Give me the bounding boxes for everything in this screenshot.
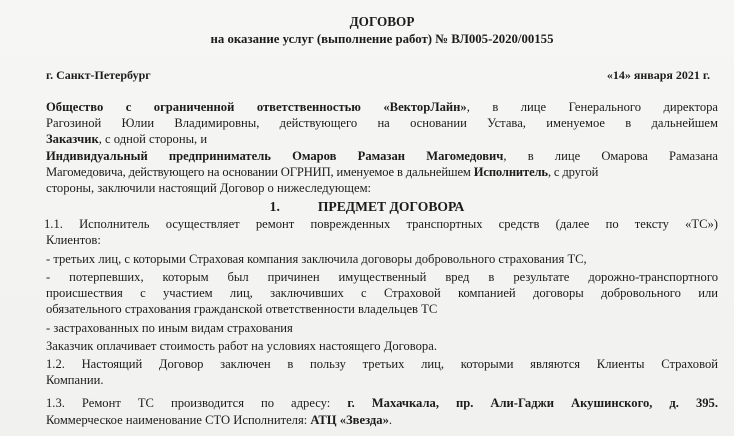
section-number: 1.	[269, 199, 280, 214]
document-subtitle: на оказание услуг (выполнение работ) № ВЛ005-2020/00155	[210, 32, 554, 46]
clause-1-3-line-1	[46, 396, 718, 412]
payment-line: Заказчик оплачивает стоимость работ на условиях настоящего Договора.	[46, 339, 437, 353]
section-heading	[0, 199, 734, 215]
preamble-line-4	[46, 149, 718, 165]
preamble-text: , с одной стороны, и	[98, 132, 208, 146]
list-item-2-line-2: происшествия с участием лиц, заключивших с Страховой компанией договоры добровольного или	[46, 286, 718, 300]
list-item-3: - застрахованных по иным видам страхования	[46, 321, 293, 335]
preamble-line-3	[46, 132, 718, 148]
preamble-line-2: Рагозиной Юлии Владимировны, действующего на основании Устава, именуемое в дальнейшем	[46, 116, 718, 130]
preamble-text: , в лице Генерального директора	[466, 100, 718, 114]
preamble-text: , с другой	[547, 165, 599, 179]
clause-1-2-line-1: 1.2. Настоящий Договор заключен в пользу третьих лиц, которыми являются Клиенты Страховой	[46, 357, 718, 371]
contract-city: г. Санкт-Петербург	[46, 68, 151, 82]
section-title: ПРЕДМЕТ ДОГОВОРА	[317, 199, 465, 214]
contractor-label: Исполнитель	[473, 165, 548, 179]
list-item-2-line-1: - потерпевших, которым был причинен имущественный вред в результате дорожно-транспортного	[46, 270, 718, 284]
service-station-name: АТЦ «Звезда»	[310, 413, 389, 427]
preamble-text: , в лице Омарова Рамазана	[503, 149, 718, 163]
customer-label: Заказчик	[46, 132, 99, 146]
clause-1-3-line-2	[46, 413, 718, 429]
clause-1-1-line-2: Клиентов:	[46, 233, 101, 247]
clause-text: 1.3. Ремонт ТС производится по адресу:	[46, 396, 348, 410]
clause-1-2-line-2: Компании.	[46, 373, 104, 387]
service-address: г. Махачкала, пр. Али-Гаджи Акушинского, д. 395.	[347, 396, 718, 410]
clause-text: .	[388, 413, 393, 427]
clause-text: Коммерческое наименование СТО Исполнителя:	[46, 413, 311, 427]
list-item-1: - третьих лиц, с которыми Страховая компания заключила договоры добровольного страхования ТС,	[46, 252, 587, 266]
preamble-line-1	[46, 100, 718, 116]
customer-company-name: Общество с ограниченной ответственностью «ВекторЛайн»	[46, 100, 467, 114]
preamble-line-5	[46, 165, 718, 181]
list-item-2-line-3: обязательного страхования гражданской ответственности владельцев ТС	[46, 302, 438, 316]
clause-1-1-line-1: 1.1. Исполнитель осуществляет ремонт поврежденных транспортных средств (далее по тексту «ТС»)	[44, 217, 718, 231]
preamble-line-6: стороны, заключили настоящий Договор о нижеследующем:	[46, 181, 372, 195]
preamble-text: Магомедовича, действующего на основании ОГРНИП, именуемое в дальнейшем	[46, 165, 474, 179]
contractor-name: Индивидуальный предприниматель Омаров Рамазан Магомедович	[46, 149, 504, 163]
document-title: ДОГОВОР	[349, 14, 415, 29]
contract-date: «14» января 2021 г.	[606, 68, 710, 82]
